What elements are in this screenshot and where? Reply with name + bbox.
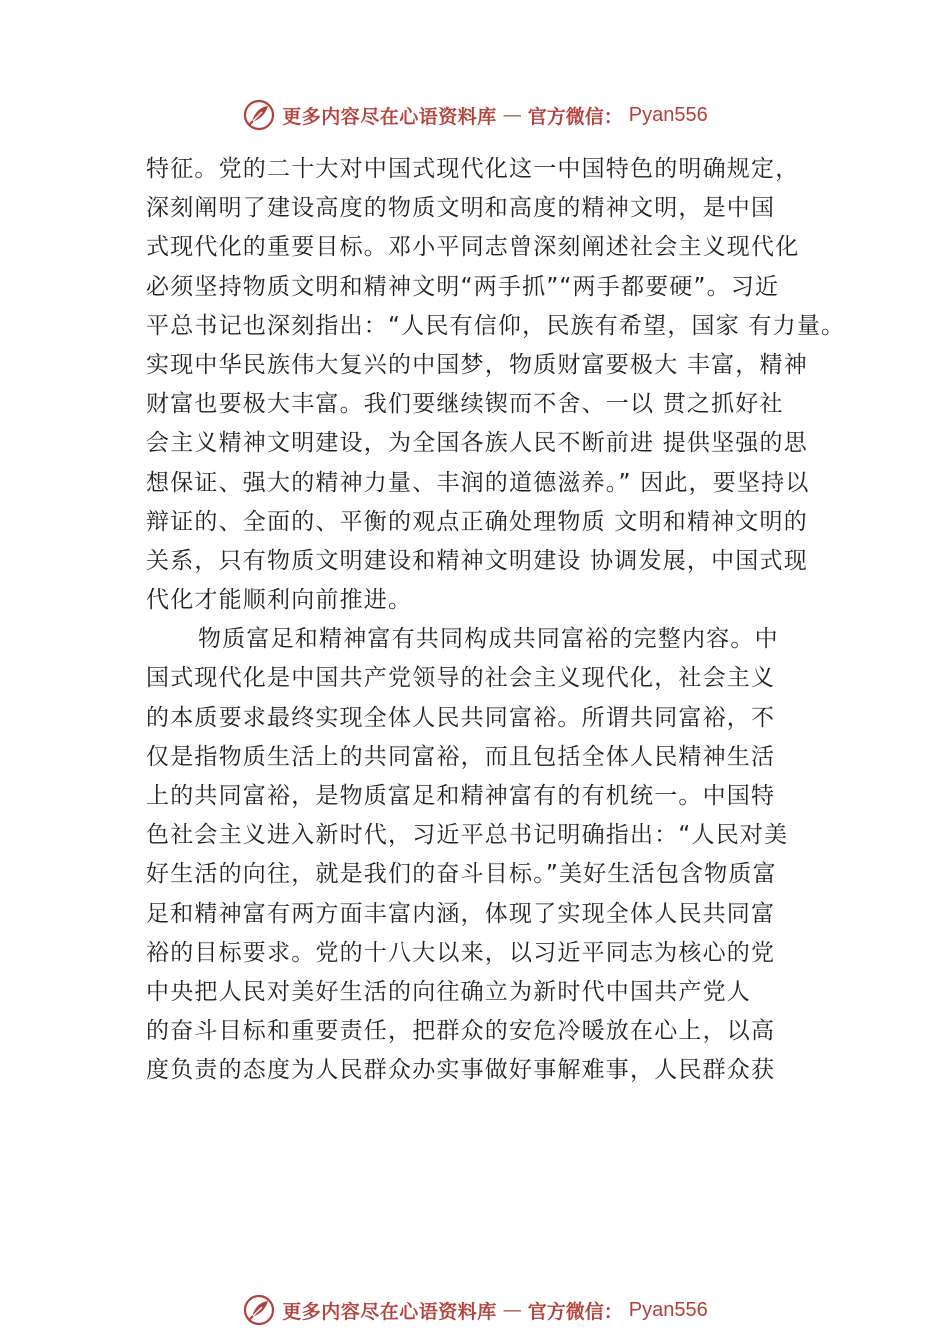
body-line: 的本质要求最终实现全体人民共同富裕。所谓共同富裕，不 [146,704,776,731]
body-line: 会主义精神文明建设，为全国各族人民不断前进 提供坚强的思 [146,430,808,457]
body-line: 代化才能顺利向前推进。 [146,587,413,614]
separator: — [502,1299,522,1321]
body-line: 色社会主义进入新时代，习近平总书记明确指出：“人民对美 [146,822,789,849]
wechat-label: 官方微信： [527,1300,623,1323]
wechat-id: Pyan556 [628,1298,708,1321]
header-banner [0,95,950,135]
paragraph-start-line: 物质富足和精神富有共同构成共同富裕的完整内容。中 [198,626,779,653]
body-line: 好生活的向往，就是我们的奋斗目标。”美好生活包含物质富 [146,861,777,888]
leaf-pen-logo-icon [242,98,276,132]
brand-text: 更多内容尽在心语资料库 [282,105,497,128]
document-body [146,150,846,1091]
body-line: 深刻阐明了建设高度的物质文明和高度的精神文明，是中国 [146,195,776,222]
body-line: 必须坚持物质文明和精神文明“两手抓”“两手都要硬”。习近 [146,273,780,300]
body-line: 特征。党的二十大对中国式现代化这一中国特色的明确规定， [146,156,800,182]
body-line: 中央把人民对美好生活的向往确立为新时代中国共产党人 [146,978,751,1005]
body-line: 想保证、强大的精神力量、丰润的道德滋养。” 因此，要坚持以 [146,469,810,496]
body-line: 国式现代化是中国共产党领导的社会主义现代化，社会主义 [146,665,776,692]
separator: — [502,104,522,126]
body-line: 财富也要极大丰富。我们要继续锲而不舍、一以 贯之抓好社 [146,391,784,418]
body-line: 关系，只有物质文明建设和精神文明建设 协调发展，中国式现 [146,547,808,574]
body-line: 仅是指物质生活上的共同富裕，而且包括全体人民精神生活 [146,743,776,770]
wechat-label: 官方微信： [527,105,623,128]
body-line: 足和精神富有两方面丰富内涵，体现了实现全体人民共同富 [146,900,776,927]
body-line: 实现中华民族伟大复兴的中国梦，物质财富要极大 丰富，精神 [146,351,808,378]
body-line: 的奋斗目标和重要责任，把群众的安危冷暖放在心上，以高 [146,1018,776,1045]
body-line: 裕的目标要求。党的十八大以来，以习近平同志为核心的党 [146,939,776,966]
footer-banner [0,1290,950,1330]
body-line: 上的共同富裕，是物质富足和精神富有的有机统一。中国特 [146,783,776,809]
body-line: 平总书记也深刻指出：“人民有信仰，民族有希望，国家 有力量。 [146,312,846,339]
leaf-pen-logo-icon [242,1293,276,1327]
body-line: 辩证的、全面的、平衡的观点正确处理物质 文明和精神文明的 [146,508,808,535]
brand-text: 更多内容尽在心语资料库 [282,1300,497,1323]
body-line: 度负责的态度为人民群众办实事做好事解难事，人民群众获 [146,1057,776,1084]
body-line: 式现代化的重要目标。邓小平同志曾深刻阐述社会主义现代化 [146,234,800,261]
wechat-id: Pyan556 [628,103,708,126]
